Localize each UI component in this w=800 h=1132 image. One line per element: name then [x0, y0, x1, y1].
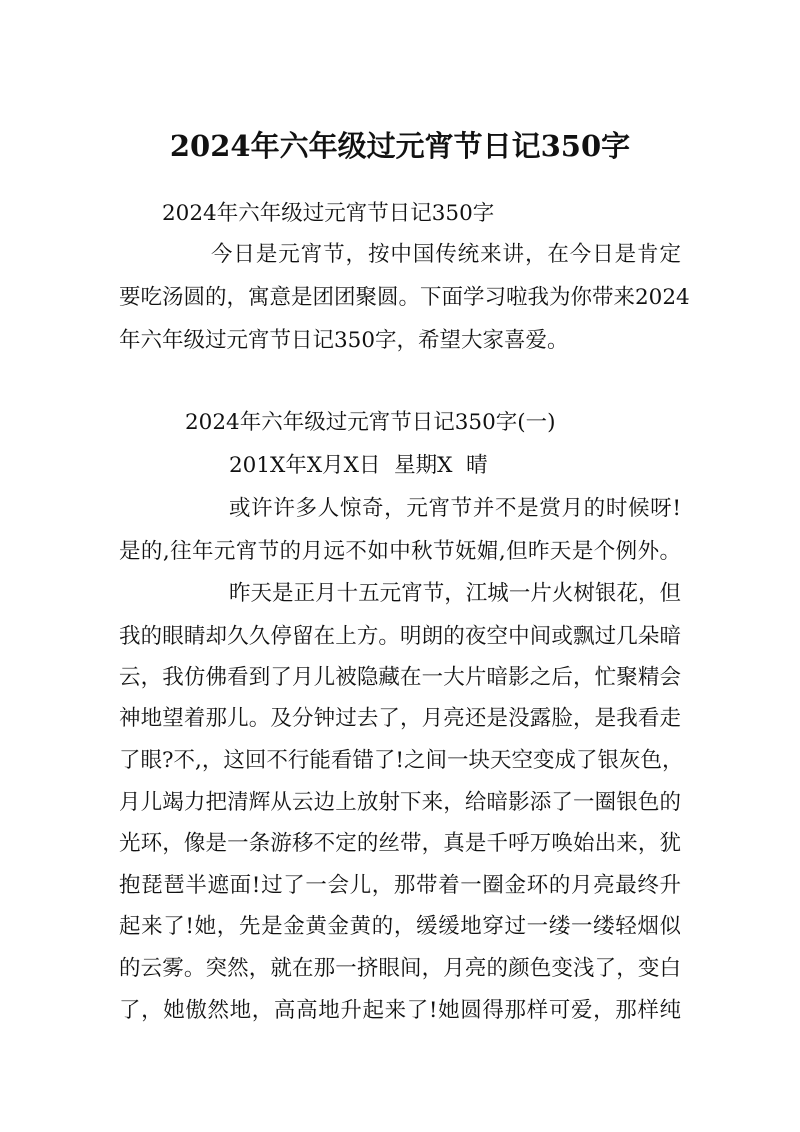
body-line-5: 云，我仿佛看到了月儿被隐藏在一大片暗影之后，忙聚精会	[119, 665, 681, 690]
document-subtitle: 2024年六年级过元宵节日记350字	[162, 201, 495, 226]
body-line-10: 抱琵琶半遮面!过了一会儿，那带着一圈金环的月亮最终升	[119, 873, 681, 898]
body-line-7: 了眼?不,，这回不行能看错了!之间一块天空变成了银灰色，	[119, 748, 684, 773]
body-line-3: 昨天是正月十五元宵节，江城一片火树银花，但	[229, 581, 681, 606]
body-line-8: 月儿竭力把清辉从云边上放射下来，给暗影添了一圈银色的	[119, 790, 681, 815]
body-line-4: 我的眼睛却久久停留在上方。明朗的夜空中间或飘过几朵暗	[119, 624, 681, 649]
body-line-11: 起来了!她，先是金黄金黄的，缓缓地穿过一缕一缕轻烟似	[119, 914, 681, 939]
body-line-13: 了，她傲然地，高高地升起来了!她圆得那样可爱，那样纯	[119, 998, 681, 1023]
body-line-2: 是的,往年元宵节的月远不如中秋节妩媚,但昨天是个例外。	[119, 539, 681, 564]
page-title: 2024年六年级过元宵节日记350字	[169, 129, 631, 163]
body-line-1: 或许许多人惊奇，元宵节并不是赏月的时候呀!	[229, 496, 681, 521]
body-line-12: 的云雾。突然，就在那一挤眼间，月亮的颜色变浅了，变白	[119, 956, 681, 981]
intro-line-1: 今日是元宵节，按中国传统来讲，在今日是肯定	[211, 242, 681, 267]
body-line-9: 光环，像是一条游移不定的丝带，真是千呼万唤始出来，犹	[119, 831, 681, 856]
date-weather-line: 201X年X月X日 星期X 晴	[229, 453, 488, 478]
body-line-6: 神地望着那儿。及分钟过去了，月亮还是没露脸，是我看走	[119, 706, 681, 731]
intro-line-2: 要吃汤圆的，寓意是团团聚圆。下面学习啦我为你带来2024	[119, 285, 690, 310]
section-heading: 2024年六年级过元宵节日记350字(一)	[185, 410, 556, 435]
intro-line-3: 年六年级过元宵节日记350字，希望大家喜爱。	[119, 328, 569, 353]
